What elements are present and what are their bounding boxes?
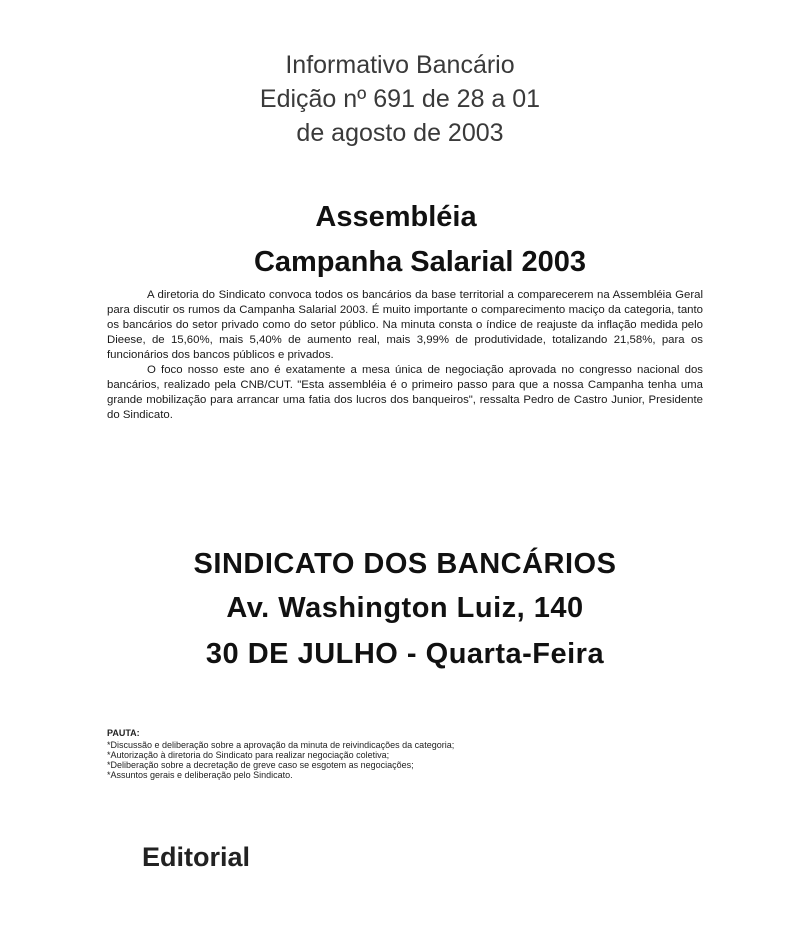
article-paragraph: O foco nosso este ano é exatamente a mesa única de negociação aprovada no congresso nacional dos bancários, realizado pela CNB/CUT. "Esta assembléia é o primeiro passo para que a nossa Campanha tenha uma grande mobilização para arrancar uma fatia dos lucros dos banqueiros", ressalta Pedro de Castro Junior, Presidente do Sindicato. [107,364,703,421]
agenda-item: *Deliberação sobre a decretação de greve caso se esgotem as negociações; [107,760,414,770]
headline-assembleia: Assembléia [315,201,477,233]
agenda-item: *Assuntos gerais e deliberação pelo Sindicato. [107,770,293,780]
masthead-date: de agosto de 2003 [296,119,504,147]
agenda-item: *Autorização à diretoria do Sindicato para realizar negociação coletiva; [107,750,390,760]
agenda-item: *Discussão e deliberação sobre a aprovação da minuta de reivindicações da categoria; [107,740,455,750]
event-address: Av. Washington Luiz, 140 [226,592,584,624]
masthead-edition: Edição nº 691 de 28 a 01 [259,85,541,113]
headline-campanha: Campanha Salarial 2003 [253,246,587,278]
article-paragraph: A diretoria do Sindicato convoca todos os bancários da base territorial a comparecerem na Assembléia Geral para discutir os rumos da Campanha Salarial 2003. É muito importante o comparecimento maciço da categoria, tanto os bancários do setor privado como do setor público. Na minuta consta o índice de reajuste da inflação medida pelo Dieese, de 15,60%, mais 5,40% de aumento real, mais 3,99% de produtividade, totalizando 21,58%, para os funcionários dos bancos públicos e privados. [107,289,703,361]
article-body [107,288,703,423]
agenda-title: PAUTA: [107,728,140,738]
agenda-box [107,728,667,780]
masthead-title: Informativo Bancário [285,51,515,79]
event-venue-name: SINDICATO DOS BANCÁRIOS [193,548,617,580]
masthead [0,48,800,150]
event-date: 30 DE JULHO - Quarta-Feira [205,638,605,670]
editorial-heading: Editorial [142,842,251,872]
